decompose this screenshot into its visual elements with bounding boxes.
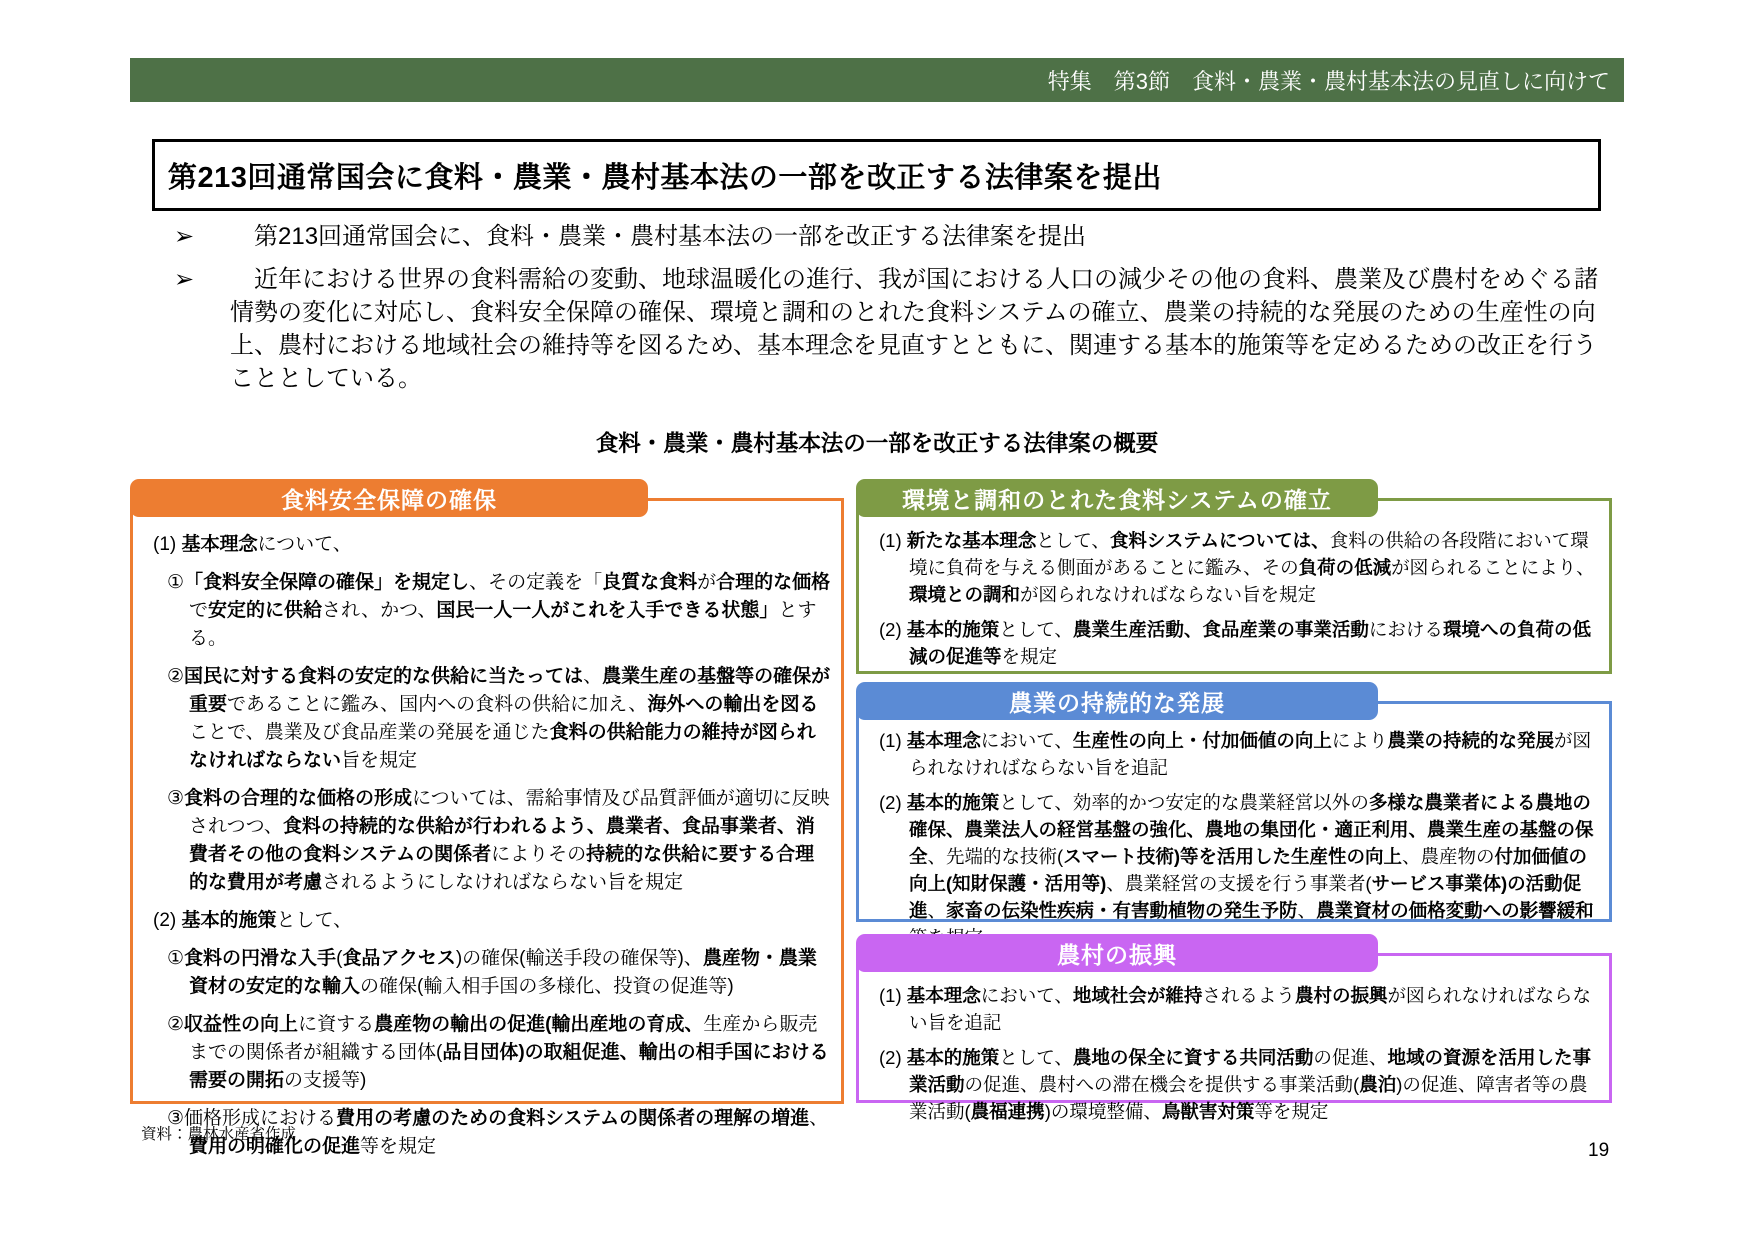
emphasized-text: 食品アクセス xyxy=(342,948,456,969)
body-text: において、 xyxy=(980,985,1073,1006)
body-text: ① xyxy=(167,572,185,593)
emphasized-text: 鳥獣害対策 xyxy=(1161,1101,1255,1122)
section-header-agriculture xyxy=(856,682,1378,720)
body-text: (2) xyxy=(153,910,182,931)
body-text: 価格形成における xyxy=(184,1108,337,1129)
section-box-agriculture xyxy=(856,701,1612,922)
emphasized-text: 環境との調和 xyxy=(909,584,1021,605)
paragraph xyxy=(871,616,1599,670)
emphasized-text: 農泊 xyxy=(1359,1074,1397,1095)
body-text: ② xyxy=(167,1014,185,1035)
body-text: されるよう xyxy=(1202,985,1295,1006)
overview-subtitle: 食料・農業・農村基本法の一部を改正する法律案の概要 xyxy=(595,431,1159,456)
paragraph xyxy=(145,1011,831,1095)
emphasized-text: 基本理念 xyxy=(906,730,981,751)
emphasized-text: 生産性の向上・付加価値の向上 xyxy=(1072,730,1332,751)
emphasized-text: 品目団体)の取組促進、輸出の相手国における需要の開拓 xyxy=(189,1042,829,1091)
body-text: 旨を規定 xyxy=(341,750,418,771)
emphasized-text: 地域社会が維持 xyxy=(1072,985,1203,1006)
body-text: が図られなければならない旨を規定 xyxy=(1020,584,1317,605)
paragraph xyxy=(871,1044,1599,1125)
emphasized-text: 基本的施策 xyxy=(906,792,1000,813)
body-text: されるようにしなければならない旨を規定 xyxy=(322,872,684,893)
section-body xyxy=(859,501,1609,671)
section-body xyxy=(859,704,1609,919)
paragraph xyxy=(871,982,1599,1036)
emphasized-text: 農業生産活動、食品産業の事業活動 xyxy=(1072,619,1369,640)
body-text: の促進、 xyxy=(1313,1047,1388,1068)
emphasized-text: 農産物の輸出の促進(輸出産地の育成、 xyxy=(374,1014,704,1035)
body-text: が図られることにより、 xyxy=(1391,557,1595,578)
body-text: ( xyxy=(336,948,343,969)
body-text: において、 xyxy=(980,730,1073,751)
emphasized-text: 食料システムについては、 xyxy=(1109,530,1330,551)
paragraph xyxy=(145,945,831,1001)
emphasized-text: 安定的に供給 xyxy=(208,600,323,621)
paragraph xyxy=(145,569,831,653)
body-text: について、 xyxy=(257,534,352,555)
body-text: ことで、農業及び食品産業の発展を通じた xyxy=(189,722,550,743)
body-text: (1) xyxy=(879,730,907,751)
body-text: 、先端的な技術( xyxy=(927,846,1064,867)
emphasized-text: 食料の持続的な供給が行われるよう、農業者、食品事業者、消費者その他の食料システムの関係者 xyxy=(189,816,815,865)
body-text: ② xyxy=(167,666,185,687)
body-text: 食料の供給の各段階において環境に負荷を与える側面があることに鑑み、その xyxy=(909,530,1589,578)
arrow-bullet-icon: ➢ xyxy=(174,266,195,293)
title-box xyxy=(152,139,1601,211)
section-box-rural xyxy=(856,953,1612,1122)
paragraph xyxy=(145,663,831,775)
body-text: (2) xyxy=(879,792,907,813)
page-number: 19 xyxy=(1588,1140,1610,1161)
emphasized-text: 地域の資源を活用した事業活動 xyxy=(909,1047,1591,1095)
emphasized-text: 良質な食料 xyxy=(602,572,698,593)
emphasized-text: 新たな基本理念 xyxy=(906,530,1037,551)
body-text: として、 xyxy=(1036,530,1110,551)
section-header-food-security xyxy=(130,479,648,517)
body-text: )の環境整備、 xyxy=(1044,1101,1162,1122)
body-text: における xyxy=(1368,619,1443,640)
emphasized-text: 基本理念 xyxy=(181,534,258,555)
body-text: 等を規定 xyxy=(360,1136,437,1157)
body-text: が図られなければならない旨を追記 xyxy=(909,730,1591,778)
arrow-bullet-icon: ➢ xyxy=(174,223,195,250)
body-text: 、 xyxy=(809,1108,829,1129)
emphasized-text: 負荷の低減 xyxy=(1298,557,1392,578)
emphasized-text: 費用の明確化の促進 xyxy=(189,1136,361,1157)
emphasized-text: 基本的施策 xyxy=(181,910,277,931)
body-text: で xyxy=(189,600,209,621)
source-note: 資料：農林水産省作成 xyxy=(141,1126,297,1143)
emphasized-text: 付加価値の向上(知財保護・活用等) xyxy=(909,846,1588,894)
emphasized-text: 農業資材の価格変動への影響緩和 xyxy=(1316,900,1594,921)
section-title: 農村の振興 xyxy=(1057,941,1177,968)
body-text: により xyxy=(1331,730,1388,751)
emphasized-text: 食料の合理的な価格の形成 xyxy=(184,788,413,809)
section-title: 農業の持続的な発展 xyxy=(1009,689,1225,716)
bullet-list xyxy=(168,220,1610,405)
emphasized-text: 多様な農業者による農地の確保、農業法人の経営基盤の強化、農地の集団化・適正利用、農業生産の基盤の保全 xyxy=(909,792,1594,867)
emphasized-text: 持続的な供給に要する合理的な費用が考慮 xyxy=(189,844,815,893)
body-text: として、効率的かつ安定的な農業経営以外の xyxy=(999,792,1369,813)
bullet-text: 近年における世界の食料需給の変動、地球温暖化の進行、我が国における人口の減少その他の食料、農業及び農村をめぐる諸情勢の変化に対応し、食料安全保障の確保、環境と調和のとれた食料システムの確立、農業の持続的な発展のための生産性の向上、農村における地域社会の維持等を図るため、基本理念を見直すとともに、関連する基本的施策等を定めるための改正を行うこととしている。 xyxy=(230,266,1598,392)
body-text: の促進、農村への滞在機会を提供する事業活動( xyxy=(964,1074,1360,1095)
body-text: 、農業経営の支援を行う事業者( xyxy=(1106,873,1372,894)
paragraph xyxy=(145,531,831,559)
body-text: の支援等) xyxy=(284,1070,367,1091)
body-text: ③ xyxy=(167,788,185,809)
body-text: として、 xyxy=(276,910,353,931)
emphasized-text: 農地の保全に資する共同活動 xyxy=(1072,1047,1314,1068)
paragraph xyxy=(871,789,1599,951)
body-text: 生産から販売までの関係者が組織する団体( xyxy=(189,1014,818,1063)
body-text: として、 xyxy=(999,619,1073,640)
body-text: 、 xyxy=(1297,900,1317,921)
emphasized-text: 費用の考慮のための食料システムの関係者の理解の増進 xyxy=(336,1108,810,1129)
body-text: が図られなければならない旨を追記 xyxy=(909,985,1591,1033)
emphasized-text: 食料の円滑な入手 xyxy=(184,948,337,969)
body-text: が xyxy=(697,572,717,593)
emphasized-text: 家畜の伝染性疾病・有害動植物の発生予防 xyxy=(946,900,1298,921)
body-text: (1) xyxy=(879,530,907,551)
body-text: とする。 xyxy=(189,600,817,649)
body-text: (2) xyxy=(879,1047,907,1068)
list-item xyxy=(168,220,1610,253)
section-body xyxy=(859,956,1609,1122)
body-text: 、農産物の xyxy=(1401,846,1495,867)
list-item xyxy=(168,263,1610,395)
body-text: によりその xyxy=(491,844,587,865)
banner-text: 特集 第3節 食料・農業・農村基本法の見直しに向けて xyxy=(1047,68,1610,94)
emphasized-text: 農産物・農業資材の安定的な輸入 xyxy=(189,948,817,997)
paragraph xyxy=(871,727,1599,781)
body-text: (2) xyxy=(879,619,907,640)
emphasized-text: 基本的施策 xyxy=(906,1047,1000,1068)
body-text: に資する xyxy=(298,1014,375,1035)
emphasized-text: 農村の振興 xyxy=(1294,985,1388,1006)
paragraph xyxy=(145,907,831,935)
body-text: の確保(輸入相手国の多様化、投資の促進等) xyxy=(360,976,734,997)
paragraph xyxy=(871,527,1599,608)
paragraph xyxy=(145,1105,831,1161)
body-text: 、 xyxy=(583,666,603,687)
body-text: として、 xyxy=(999,1047,1073,1068)
section-header-rural xyxy=(856,934,1378,972)
emphasized-text: スマート技術)等を活用した生産性の向上 xyxy=(1063,846,1402,867)
body-text: 、 xyxy=(927,900,947,921)
emphasized-text: 収益性の向上 xyxy=(184,1014,299,1035)
section-title: 環境と調和のとれた食料システムの確立 xyxy=(902,486,1332,513)
emphasized-text: 食料の供給能力の維持が図られなければならない xyxy=(189,722,816,771)
section-title: 食料安全保障の確保 xyxy=(281,486,497,513)
body-text: 、その定義を「 xyxy=(469,572,603,593)
emphasized-text: 合理的な価格 xyxy=(716,572,831,593)
emphasized-text: 国民に対する食料の安定的な供給に当たっては xyxy=(184,666,584,687)
body-text: を規定 xyxy=(1001,646,1058,667)
body-text: (1) xyxy=(153,534,182,555)
paragraph xyxy=(145,785,831,897)
top-banner xyxy=(130,58,1624,102)
body-text: 等を規定 xyxy=(1254,1101,1329,1122)
emphasized-text: 海外への輸出を図る xyxy=(647,694,819,715)
emphasized-text: 基本的施策 xyxy=(906,619,1000,640)
body-text: (1) xyxy=(879,985,907,1006)
emphasized-text: 農業の持続的な発展 xyxy=(1387,730,1554,751)
emphasized-text: 基本理念 xyxy=(906,985,981,1006)
body-text: され、かつ、 xyxy=(322,600,437,621)
bullet-text: 第213回通常国会に、食料・農業・農村基本法の一部を改正する法律案を提出 xyxy=(254,223,1087,250)
emphasized-text: 国民一人一人がこれを入手できる状態」 xyxy=(436,600,779,621)
emphasized-text: 環境への負荷の低減の促進等 xyxy=(909,619,1591,667)
emphasized-text: サービス事業体)の活動促進 xyxy=(909,873,1582,921)
body-text: であることに鑑み、国内への食料の供給に加え、 xyxy=(227,694,648,715)
body-text: ③ xyxy=(167,1108,185,1129)
section-box-environment xyxy=(856,498,1612,674)
body-text: ① xyxy=(167,948,185,969)
body-text: )の促進、障害者等の農業活動( xyxy=(909,1074,1588,1122)
emphasized-text: 農業生産の基盤等の確保が重要 xyxy=(189,666,831,715)
page-title: 第213回通常国会に食料・農業・農村基本法の一部を改正する法律案を提出 xyxy=(168,161,1162,194)
emphasized-text: 農福連携 xyxy=(970,1101,1045,1122)
body-text: については、需給事情及び品質評価が適切に反映されつつ、 xyxy=(189,788,830,837)
emphasized-text: 「食料安全保障の確保」を規定し xyxy=(184,572,470,593)
body-text: )の確保(輸送手段の確保等)、 xyxy=(455,948,703,969)
section-header-environment xyxy=(856,479,1378,517)
